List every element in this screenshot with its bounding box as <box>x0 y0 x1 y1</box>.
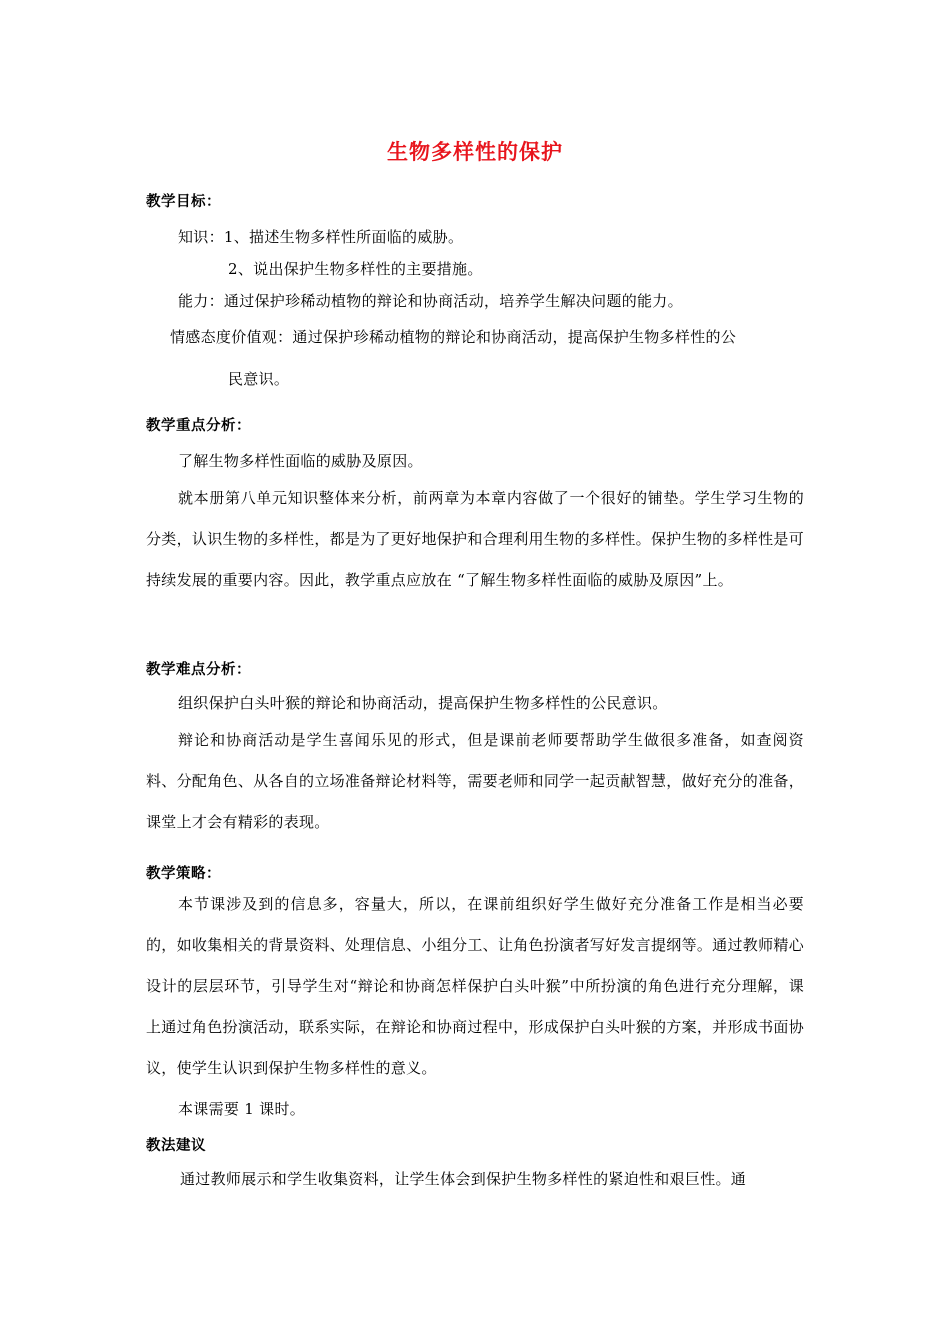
method-paragraph: 通过教师展示和学生收集资料，让学生体会到保护生物多样性的紧迫性和艰巨性。通 <box>180 1170 747 1188</box>
page-title: 生物多样性的保护 <box>387 140 563 164</box>
method-heading: 教法建议 <box>146 1138 206 1154</box>
objectives-knowledge-2: 2、说出保护生物多样性的主要措施。 <box>228 260 483 278</box>
key-points-paragraph: 就本册第八单元知识整体来分析，前两章为本章内容做了一个很好的铺垫。学生学习生物的分类，认识生物的多样性，都是为了更好地保护和合理利用生物的多样性。保护生物的多样性是可持续发展的重要内容。因此，教学重点应放在 “了解生物多样性面临的威胁及原因”上。 <box>146 489 804 589</box>
strategy-heading: 教学策略： <box>146 866 221 882</box>
objectives-heading: 教学目标： <box>146 194 221 210</box>
difficulties-heading: 教学难点分析： <box>146 662 251 678</box>
difficulties-summary: 组织保护白头叶猴的辩论和协商活动，提高保护生物多样性的公民意识。 <box>178 694 668 712</box>
objectives-knowledge-1: 知识：1、描述生物多样性所面临的威胁。 <box>178 228 464 246</box>
key-points-heading: 教学重点分析： <box>146 418 251 434</box>
strategy-paragraph: 本节课涉及到的信息多，容量大，所以，在课前组织好学生做好充分准备工作是相当必要的，如收集相关的背景资料、处理信息、小组分工、让角色扮演者写好发言提纲等。通过教师精心设计的层层环节，引导学生对“辩论和协商怎样保护白头叶猴”中所扮演的角色进行充分理解，课上通过角色扮演活动，联系实际，在辩论和协商过程中，形成保护白头叶猴的方案，并形成书面协议，使学生认识到保护生物多样性的意义。 <box>146 895 804 1077</box>
difficulties-paragraph: 辩论和协商活动是学生喜闻乐见的形式，但是课前老师要帮助学生做很多准备，如查阅资料、分配角色、从各自的立场准备辩论材料等，需要老师和同学一起贡献智慧，做好充分的准备，课堂上才会有精彩的表现。 <box>146 731 804 831</box>
strategy-hours: 本课需要 1 课时。 <box>178 1100 306 1118</box>
key-points-summary: 了解生物多样性面临的威胁及原因。 <box>178 452 423 470</box>
objectives-ability: 能力：通过保护珍稀动植物的辩论和协商活动，培养学生解决问题的能力。 <box>178 292 683 310</box>
objectives-emotion-line-1: 情感态度价值观：通过保护珍稀动植物的辩论和协商活动，提高保护生物多样性的公 <box>170 328 737 346</box>
objectives-emotion-line-2: 民意识。 <box>228 370 290 388</box>
